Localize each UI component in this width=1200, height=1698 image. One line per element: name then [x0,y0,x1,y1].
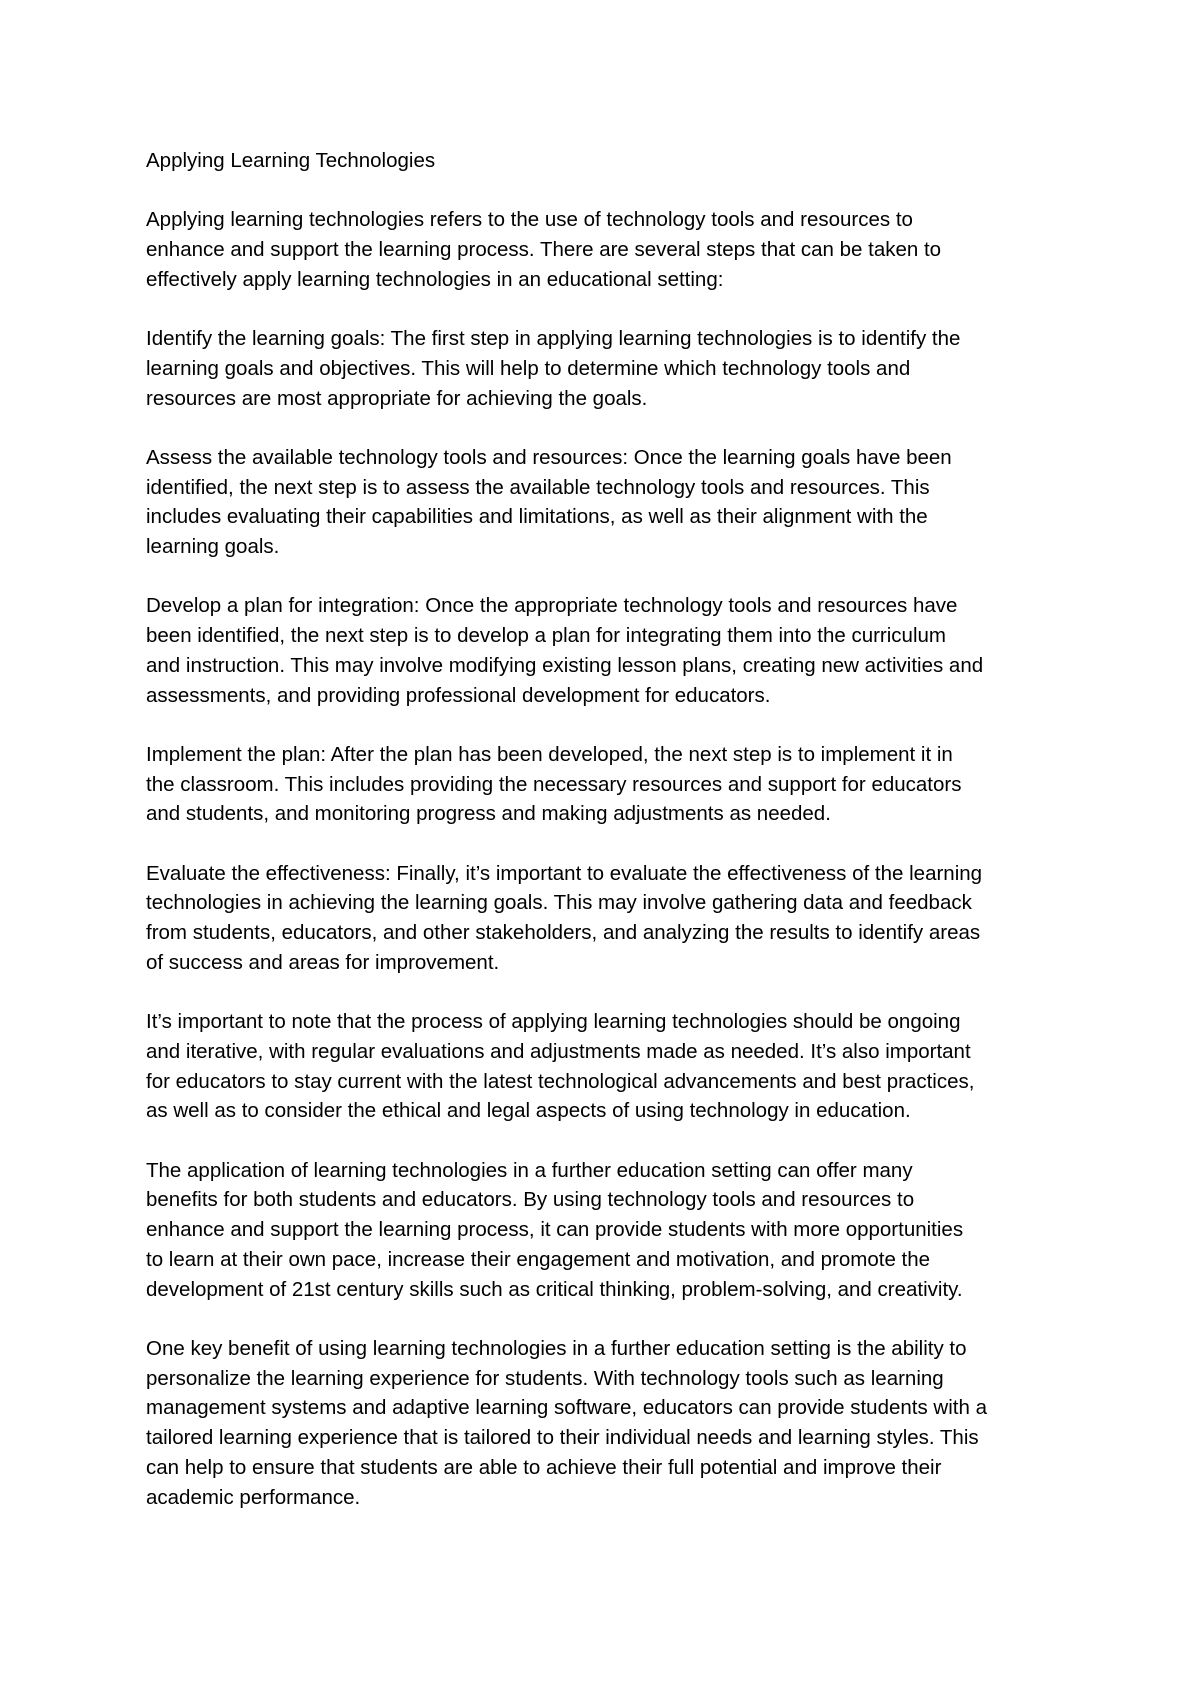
paragraph-line: Develop a plan for integration: Once the appropriate technology tools and resources have [146,594,958,618]
paragraph [146,1007,1066,1126]
paragraph [146,859,1066,978]
paragraph-line: management systems and adaptive learning software, educators can provide students with a [146,1396,987,1420]
paragraph-line: Evaluate the effectiveness: Finally, it’s important to evaluate the effectiveness of the learning [146,861,983,885]
paragraph-line: as well as to consider the ethical and legal aspects of using technology in education. [146,1099,911,1123]
paragraph [146,591,1066,710]
paragraph-line: benefits for both students and educators. By using technology tools and resources to [146,1188,915,1212]
paragraph-line: and iterative, with regular evaluations and adjustments made as needed. It’s also important [146,1039,971,1063]
paragraph-line: learning goals and objectives. This will help to determine which technology tools and [146,356,911,380]
paragraph-line: personalize the learning experience for students. With technology tools such as learning [146,1366,944,1390]
paragraph-list [146,205,1066,1512]
paragraph-line: enhance and support the learning process, it can provide students with more opportunities [146,1218,964,1242]
paragraph-line: for educators to stay current with the latest technological advancements and best practices, [146,1069,975,1093]
document-title: Applying Learning Technologies [146,149,436,172]
paragraph-line: and instruction. This may involve modifying existing lesson plans, creating new activities and [146,653,984,677]
paragraph-line: It’s important to note that the process of applying learning technologies should be ongoing [146,1010,961,1034]
paragraph-line: tailored learning experience that is tailored to their individual needs and learning styles. This [146,1426,979,1450]
paragraph-line: resources are most appropriate for achieving the goals. [146,386,648,410]
paragraph-line: the classroom. This includes providing the necessary resources and support for educators [146,772,962,796]
paragraph [146,205,1066,294]
paragraph-line: Identify the learning goals: The first step in applying learning technologies is to identify the [146,327,961,351]
paragraph-line: been identified, the next step is to develop a plan for integrating them into the curriculum [146,624,946,648]
paragraph-line: to learn at their own pace, increase their engagement and motivation, and promote the [146,1247,931,1271]
paragraph-line: and students, and monitoring progress and making adjustments as needed. [146,802,831,826]
paragraph [146,1156,1066,1305]
paragraph-line: effectively apply learning technologies in an educational setting: [146,267,724,291]
paragraph-line: assessments, and providing professional development for educators. [146,683,771,707]
paragraph [146,1334,1066,1512]
document-body [146,146,1066,1542]
paragraph-line: enhance and support the learning process. There are several steps that can be taken to [146,238,942,262]
paragraph-line: identified, the next step is to assess the available technology tools and resources. This [146,475,930,499]
paragraph-line: learning goals. [146,535,280,559]
paragraph-line: Implement the plan: After the plan has been developed, the next step is to implement it in [146,742,953,766]
paragraph-line: includes evaluating their capabilities and limitations, as well as their alignment with the [146,505,928,529]
paragraph-line: One key benefit of using learning technologies in a further education setting is the ability to [146,1336,967,1360]
paragraph-line: can help to ensure that students are able to achieve their full potential and improve their [146,1455,942,1479]
paragraph-line: The application of learning technologies in a further education setting can offer many [146,1158,913,1182]
paragraph-line: technologies in achieving the learning goals. This may involve gathering data and feedback [146,891,972,915]
paragraph-line: Applying learning technologies refers to the use of technology tools and resources to [146,208,913,232]
paragraph-line: development of 21st century skills such as critical thinking, problem-solving, and creativity. [146,1277,963,1301]
paragraph [146,443,1066,562]
paragraph-line: from students, educators, and other stakeholders, and analyzing the results to identify areas [146,921,981,945]
paragraph [146,740,1066,829]
paragraph-line: academic performance. [146,1485,361,1509]
paragraph [146,324,1066,413]
paragraph-line: Assess the available technology tools and resources: Once the learning goals have been [146,445,952,469]
paragraph-line: of success and areas for improvement. [146,950,500,974]
